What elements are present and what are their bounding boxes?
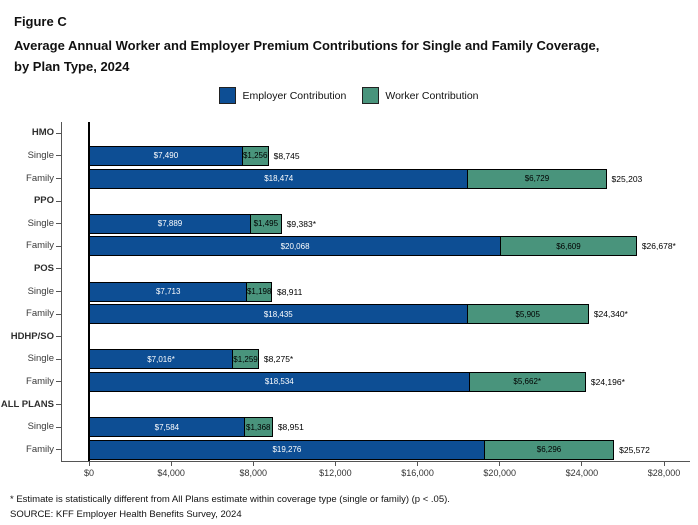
y-axis-tick: [56, 223, 61, 224]
bar-total-label: $24,340*: [593, 309, 628, 320]
bar-total-label: $8,745: [273, 150, 300, 161]
bar-segment-employer: [89, 169, 468, 189]
x-axis-tick-label: $20,000: [483, 468, 516, 478]
legend-label-employer: Employer Contribution: [242, 89, 347, 102]
y-axis-tick: [56, 291, 61, 292]
x-axis-tick-label: $8,000: [239, 468, 268, 478]
y-axis-tick: [56, 427, 61, 428]
bar-segment-employer: [89, 349, 233, 369]
footnotes: [10, 492, 450, 522]
bar-value-employer: $7,889: [157, 219, 183, 229]
bar-segment-worker: [469, 372, 586, 392]
bar-value-worker: $6,609: [556, 241, 581, 251]
row-label-coverage: Single: [27, 149, 54, 161]
bar-segment-worker: [500, 236, 637, 256]
bar-value-worker: $5,662*: [513, 377, 542, 387]
bar-segment-employer: [89, 417, 245, 437]
x-axis-tick-label: $24,000: [565, 468, 599, 478]
bar-total-label: $26,678*: [641, 241, 676, 252]
x-axis-tick: [664, 462, 665, 466]
page-title-line1: Average Annual Worker and Employer Premium Contributions for Single and Family Coverage,: [14, 38, 600, 53]
x-axis-tick: [581, 462, 582, 466]
bar-total-label: $24,196*: [590, 376, 625, 387]
row-label-coverage: Family: [26, 308, 54, 320]
row-label-plan: PPO: [33, 195, 54, 207]
footnote-asterisk: * Estimate is statistically different from All Plans estimate within coverage type (single or family) (p < .05).: [10, 494, 450, 505]
bar-segment-worker: [242, 146, 269, 166]
bar-value-worker: $1,259: [233, 354, 258, 364]
row-label-coverage: Family: [26, 240, 54, 252]
bar-value-employer: $18,534: [264, 377, 294, 387]
figure-label: Figure C: [14, 14, 67, 29]
y-axis-tick: [56, 336, 61, 337]
bar-segment-worker: [250, 214, 282, 234]
x-axis-tick: [253, 462, 254, 466]
row-label-plan: POS: [33, 262, 54, 274]
bar-segment-worker: [484, 440, 614, 460]
x-axis-tick-label: $4,000: [157, 468, 185, 478]
row-label-plan: HMO: [31, 127, 54, 139]
x-axis-tick-label: $12,000: [319, 468, 352, 478]
bar-total-label: $25,203: [611, 173, 643, 184]
bar-value-worker: $1,495: [253, 219, 279, 229]
x-axis-tick: [335, 462, 336, 466]
y-axis-tick: [56, 155, 61, 156]
bar-value-worker: $6,729: [524, 174, 550, 183]
row-label-coverage: Single: [27, 421, 54, 433]
row-label-coverage: Family: [26, 172, 54, 184]
page-title-line2: by Plan Type, 2024: [14, 59, 130, 74]
bar-total-label: $8,911: [276, 286, 303, 297]
bar-value-worker: $5,905: [515, 309, 540, 319]
y-axis-tick: [56, 178, 61, 179]
x-axis-tick: [499, 462, 500, 466]
row-label-coverage: Family: [26, 443, 54, 455]
bar-segment-employer: [89, 304, 468, 324]
bar-segment-worker: [467, 169, 606, 189]
bar-segment-employer: [89, 440, 485, 460]
legend-label-worker: Worker Contribution: [385, 89, 479, 102]
y-axis-tick: [56, 404, 61, 405]
bar-segment-employer: [89, 214, 251, 234]
bar-total-label: $8,275*: [263, 354, 294, 365]
y-axis-tick: [56, 246, 61, 247]
x-axis-tick-label: $16,000: [401, 468, 434, 478]
x-axis-tick: [171, 462, 172, 466]
bar-segment-employer: [89, 282, 247, 302]
row-label-coverage: Single: [27, 285, 54, 297]
y-axis-tick: [56, 133, 61, 134]
bar-value-employer: $7,584: [154, 422, 180, 432]
y-axis-tick: [56, 359, 61, 360]
bar-total-label: $8,951: [277, 422, 304, 433]
bar-total-label: $9,383*: [286, 218, 317, 229]
bar-value-employer: $18,435: [263, 309, 293, 319]
row-label-coverage: Single: [27, 353, 54, 365]
bar-segment-employer: [89, 236, 501, 256]
footnote-source: SOURCE: KFF Employer Health Benefits Survey, 2024: [10, 509, 242, 520]
y-axis-tick: [56, 314, 61, 315]
x-axis-line: [61, 461, 690, 462]
bar-value-employer: $20,068: [280, 241, 310, 251]
y-axis-tick: [56, 268, 61, 269]
bar-segment-worker: [244, 417, 273, 437]
bar-value-worker: $1,256: [242, 151, 268, 161]
bar-segment-employer: [89, 372, 470, 392]
row-label-coverage: Family: [26, 375, 54, 387]
row-label-plan: ALL PLANS: [0, 398, 54, 410]
row-label-coverage: Single: [27, 217, 54, 229]
bar-total-label: $25,572: [619, 444, 650, 455]
bar-segment-employer: [89, 146, 243, 166]
x-axis-tick-label: $0: [83, 468, 95, 478]
bar-value-worker: $1,368: [246, 422, 271, 432]
bar-value-employer: $19,276: [272, 445, 302, 455]
bar-value-employer: $7,490: [153, 151, 179, 161]
x-axis-tick-label: $28,000: [647, 468, 681, 478]
bar-value-employer: $7,713: [155, 287, 181, 296]
y-axis-tick: [56, 201, 61, 202]
bar-segment-worker: [246, 282, 272, 302]
x-axis-tick: [89, 462, 90, 466]
row-label-plan: HDHP/SO: [10, 330, 54, 342]
y-axis-tick: [56, 381, 61, 382]
x-axis-tick: [417, 462, 418, 466]
y-axis-tick: [56, 449, 61, 450]
bar-segment-worker: [232, 349, 259, 369]
bar-value-employer: $18,474: [264, 174, 294, 183]
bar-segment-worker: [467, 304, 589, 324]
bar-value-worker: $1,198: [246, 287, 272, 296]
bar-value-worker: $6,296: [536, 445, 562, 455]
bar-value-employer: $7,016*: [147, 354, 175, 364]
